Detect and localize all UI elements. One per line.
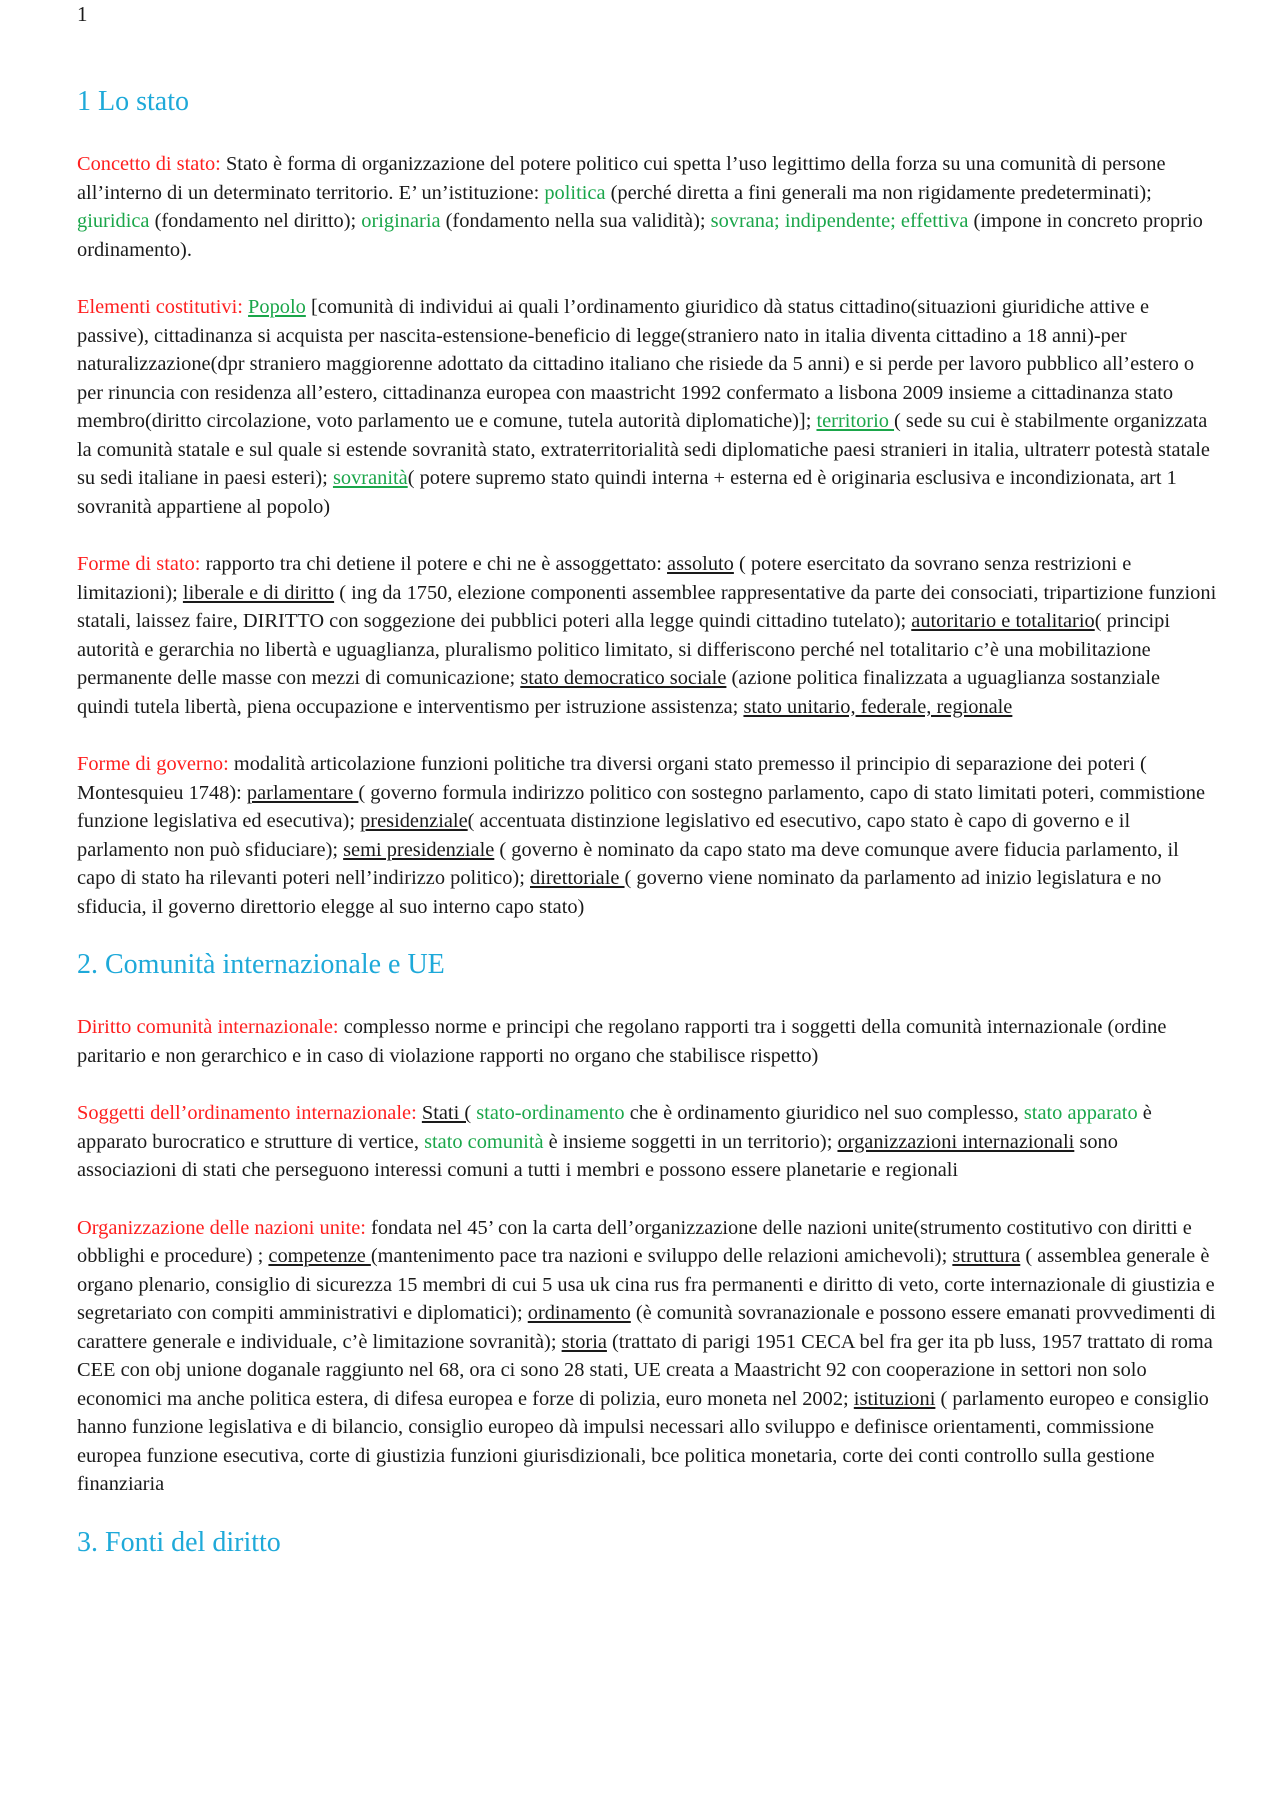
paragraph-text: modalità articolazione funzioni politiche tra diversi organi stato premesso il principio di separazione dei poteri ( Montesquieu 1748): [77, 753, 1147, 804]
paragraph-text: [comunità di individui ai quali l’ordinamento giuridico dà status cittadino(situazioni giuridiche attive e passive), cittadinanza si acquista per nascita-estensione-beneficio di legge(straniero nato in italia diventa cittadino a 18 anni)-per naturalizzazione(dpr straniero maggiorenne adottato da cittadino italiano che risiede da 5 anni) e si perde per lavoro pubblico all’estero o per rinuncia con residenza all’estero, cittadinanza europea con maastricht 1992 confermato a lisbona 2009 insieme a cittadinanza stato membro(diritto circolazione, voto parlamento ue e comune, tutela autorità diplomatiche)]; [77, 296, 1195, 432]
paragraph-text: ( governo viene nominato da parlamento ad inizio legislatura e no sfiducia, il governo direttorio elegge al suo interno capo stato) [77, 867, 1162, 918]
paragraph-text: (azione politica finalizzata a uguaglianza sostanziale quindi tutela libertà, piena occupazione e interventismo per istruzione assistenza; [77, 667, 1161, 718]
paragraph-text: ( parlamento europeo e consiglio hanno funzione legislativa e di bilancio, consiglio europeo dà impulsi necessari allo sviluppo e definisce orientamenti, commissione europea funzione esecutiva, corte di giustizia funzioni giurisdizionali, bce politica monetaria, corte dei conti controllo sulla gestione finanziaria [77, 1387, 1209, 1495]
paragraph-text: ( governo è nominato da capo stato ma deve comunque avere fiducia parlamento, il capo di stato ha rilevanti poteri nell’indirizzo politico); [77, 838, 1179, 889]
underlined-term: direttoriale [530, 867, 625, 889]
highlighted-term: politica [544, 181, 606, 204]
paragraph-text: rapporto tra chi detiene il potere e chi ne è assoggettato: [200, 553, 668, 575]
highlighted-term: originaria [361, 210, 441, 232]
underlined-term: parlamentare [246, 781, 359, 804]
document-body [77, 70, 1217, 1567]
underlined-term: liberale e di diritto [182, 581, 335, 604]
paragraph-label: Forme di governo: [77, 753, 229, 775]
paragraph-text: (è comunità sovranazionale e possono essere emanati provvedimenti di carattere generale e individuale, c’è limitazione sovranità); [77, 1302, 1216, 1353]
underlined-term: storia [561, 1330, 607, 1353]
section-heading: 3. Fonti del diritto [77, 1526, 281, 1558]
paragraph-text: (fondamento nel diritto); [149, 210, 362, 232]
highlighted-underlined-term: territorio [816, 410, 895, 432]
section-heading: 2. Comunità internazionale e UE [77, 949, 445, 980]
underlined-term: presidenziale [360, 810, 468, 832]
underlined-term: assoluto [667, 553, 734, 575]
paragraph-text: ( potere supremo stato quindi interna + esterna ed è originaria esclusiva e incondizionata, art 1 sovranità appartiene al popolo) [77, 467, 1177, 518]
underlined-term: Stati ( [421, 1102, 472, 1124]
paragraph-label: Organizzazione delle nazioni unite: [77, 1216, 366, 1239]
page-number: 1 [77, 2, 88, 26]
paragraph-text: Stato è forma di organizzazione del potere politico cui spetta l’uso legittimo della forza su una comunità di persone all’interno di un determinato territorio. E’ un’istituzione: [77, 153, 1166, 204]
paragraph-text: ( accentuata distinzione legislativo ed esecutivo, capo stato è capo di governo e il parlamento non può sfiduciare); [77, 810, 1131, 861]
underlined-term: struttura [952, 1245, 1021, 1267]
paragraph-text: fondata nel 45’ con la carta dell’organizzazione delle nazioni unite(strumento costitutivo con diritti e obblighi e procedure) ; [77, 1216, 1192, 1267]
paragraph-text: complesso norme e principi che regolano rapporti tra i soggetti della comunità internazionale (ordine paritario e non gerarchico e in caso di violazione rapporti no organo che stabilisce rispetto) [77, 1016, 1167, 1067]
paragraph [77, 1013, 1217, 1070]
paragraph-text: ( principi autorità e gerarchia no libertà e uguaglianza, pluralismo politico limitato, si differiscono perché nel totalitario c’è una mobilitazione permanente delle masse con mezzi di comunicazione; [77, 610, 1171, 689]
paragraph-text: ( assemblea generale è organo plenario, consiglio di sicurezza 15 membri di cui 5 usa uk cina rus fra permanenti e diritto di veto, corte internazionale di giustizia e segretariato con compiti amministrativi e diplomatici); [77, 1245, 1215, 1324]
paragraph [77, 1099, 1217, 1185]
underlined-term: autoritario e totalitario [911, 610, 1095, 632]
underlined-term: semi presidenziale [343, 838, 495, 861]
highlighted-underlined-term: Popolo [248, 296, 306, 318]
paragraph-label: Concetto di stato: [77, 153, 221, 175]
underlined-term: istituzioni [853, 1387, 936, 1410]
paragraph-text: ( sede su cui è stabilmente organizzata la comunità statale e sul quale si estende sovranità stato, extraterritorialità sedi diplomatiche paesi stranieri in italia, ultraterr potestà statale su sedi italiane in paesi esteri); [77, 410, 1210, 489]
highlighted-underlined-term: sovranità [332, 467, 408, 489]
underlined-term: stato democratico sociale [520, 667, 727, 689]
paragraph-text: (trattato di parigi 1951 CECA bel fra ger ita pb luss, 1957 trattato di roma CEE con obj unione doganale raggiunto nel 68, ora ci sono 28 stati, UE creata a Maastricht 92 con cooperazione in settori non solo economici ma anche politica estera, di difesa europea e forze di polizia, euro moneta nel 2002; [77, 1330, 1213, 1410]
paragraph [77, 1214, 1217, 1499]
paragraph [77, 293, 1217, 521]
paragraph-label: Diritto comunità internazionale: [77, 1016, 339, 1038]
underlined-term: organizzazioni internazionali [837, 1130, 1075, 1153]
paragraph-text: ( ing da 1750, elezione componenti assemblee rappresentative da parte dei consociati, tripartizione funzioni statali, laissez faire, DIRITTO con soggezione dei pubblici poteri alla legge quindi cittadino tutelato); [77, 581, 1217, 632]
highlighted-term: stato-ordinamento [476, 1102, 625, 1124]
highlighted-term: stato comunità [424, 1130, 544, 1153]
paragraph-text: è apparato burocratico e strutture di vertice, [77, 1102, 1152, 1153]
section-heading: 1 Lo stato [77, 86, 189, 117]
paragraph-text: (mantenimento pace tra nazioni e sviluppo delle relazioni amichevoli); [370, 1245, 953, 1267]
paragraph [77, 150, 1217, 264]
paragraph-label: Forme di stato: [77, 553, 201, 575]
underlined-term: competenze [268, 1245, 371, 1267]
paragraph-text: che è ordinamento giuridico nel suo complesso, [624, 1102, 1024, 1124]
paragraph-text: è insieme soggetti in un territorio); [543, 1130, 838, 1153]
paragraph-text: (fondamento nella sua validità); [440, 210, 711, 232]
paragraph-text: sono associazioni di stati che perseguono interessi comuni a tutti i membri e possono essere planetarie e regionali [77, 1130, 1118, 1181]
paragraph-label: Soggetti dell’ordinamento internazionale: [77, 1102, 417, 1124]
highlighted-term: sovrana; indipendente; effettiva [710, 210, 969, 232]
underlined-term: ordinamento [527, 1302, 631, 1324]
paragraph-text: (perché diretta a fini generali ma non rigidamente predeterminati); [605, 181, 1152, 204]
paragraph-text: ( potere esercitato da sovrano senza restrizioni e limitazioni); [77, 553, 1132, 604]
paragraph [77, 550, 1217, 721]
paragraph-label: Elementi costitutivi: [77, 296, 243, 318]
underlined-term: stato unitario, federale, regionale [743, 695, 1013, 718]
paragraph-text: ( governo formula indirizzo politico con sostegno parlamento, capo di stato limitati poteri, commistione funzione legislativa ed esecutiva); [77, 781, 1206, 832]
highlighted-term: stato apparato [1023, 1102, 1138, 1124]
highlighted-term: giuridica [77, 210, 150, 232]
paragraph [77, 750, 1217, 921]
paragraph-text: (impone in concreto proprio ordinamento). [77, 210, 1203, 261]
